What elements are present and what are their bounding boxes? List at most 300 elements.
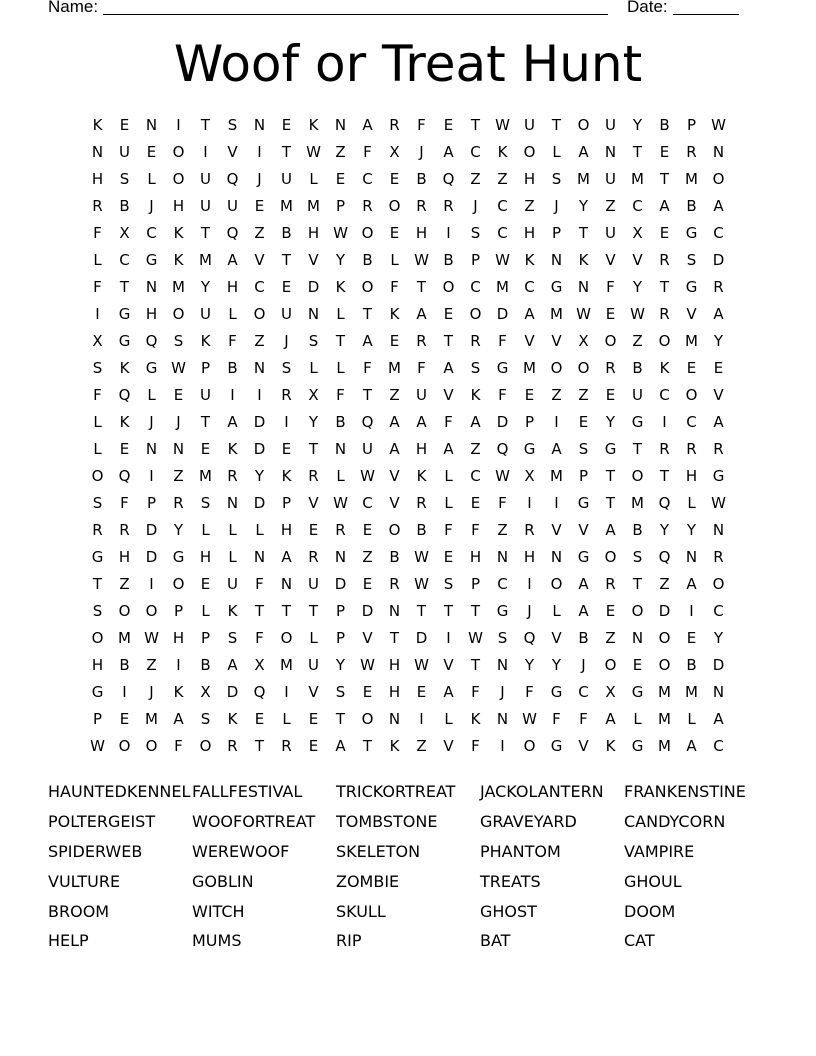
grid-letter[interactable]: H [199, 547, 212, 566]
grid-letter[interactable]: Z [146, 655, 157, 674]
grid-letter[interactable]: T [605, 493, 616, 512]
grid-letter[interactable]: X [605, 682, 616, 701]
grid-letter[interactable]: C [686, 412, 697, 431]
grid-letter[interactable]: K [524, 250, 535, 269]
grid-letter[interactable]: A [416, 412, 427, 431]
grid-letter[interactable]: Z [173, 466, 184, 485]
grid-letter[interactable]: H [91, 169, 104, 188]
grid-letter[interactable]: E [200, 439, 211, 458]
grid-letter[interactable]: U [605, 115, 616, 134]
grid-letter[interactable]: A [686, 574, 697, 593]
grid-letter[interactable]: D [712, 250, 725, 269]
grid-letter[interactable]: D [253, 412, 266, 431]
grid-letter[interactable]: N [307, 304, 320, 323]
grid-letter[interactable]: W [711, 493, 726, 512]
grid-letter[interactable]: R [686, 142, 697, 161]
grid-letter[interactable]: R [335, 520, 346, 539]
grid-letter[interactable]: R [713, 439, 724, 458]
grid-letter[interactable]: H [172, 628, 185, 647]
grid-letter[interactable]: O [712, 169, 725, 188]
grid-letter[interactable]: T [92, 574, 103, 593]
grid-letter[interactable]: R [659, 304, 670, 323]
grid-letter[interactable]: C [119, 250, 130, 269]
grid-letter[interactable]: P [173, 601, 184, 620]
grid-letter[interactable]: R [92, 520, 103, 539]
grid-letter[interactable]: G [631, 682, 644, 701]
grid-letter[interactable]: T [605, 466, 616, 485]
grid-letter[interactable]: U [308, 655, 319, 674]
grid-letter[interactable]: A [389, 439, 400, 458]
grid-letter[interactable]: E [605, 304, 616, 323]
grid-letter[interactable]: S [551, 169, 562, 188]
grid-letter[interactable]: U [281, 169, 292, 188]
grid-letter[interactable]: C [632, 196, 643, 215]
grid-letter[interactable]: P [470, 250, 481, 269]
grid-letter[interactable]: T [443, 601, 454, 620]
grid-letter[interactable]: P [551, 223, 562, 242]
grid-letter[interactable]: T [470, 115, 481, 134]
grid-letter[interactable]: V [362, 628, 373, 647]
grid-letter[interactable]: Q [226, 169, 239, 188]
grid-letter[interactable]: K [227, 439, 238, 458]
grid-letter[interactable]: U [227, 196, 238, 215]
grid-letter[interactable]: T [281, 250, 292, 269]
grid-letter[interactable]: R [119, 520, 130, 539]
grid-letter[interactable]: K [389, 304, 400, 323]
grid-letter[interactable]: C [713, 736, 724, 755]
grid-letter[interactable]: P [470, 574, 481, 593]
grid-letter[interactable]: O [172, 574, 185, 593]
grid-letter[interactable]: G [604, 439, 617, 458]
grid-letter[interactable]: M [685, 682, 698, 701]
grid-letter[interactable]: A [173, 709, 184, 728]
grid-letter[interactable]: N [145, 277, 158, 296]
grid-letter[interactable]: O [550, 574, 563, 593]
grid-letter[interactable]: K [659, 358, 670, 377]
grid-letter[interactable]: D [361, 601, 374, 620]
grid-letter[interactable]: K [605, 736, 616, 755]
grid-letter[interactable]: F [336, 385, 345, 404]
grid-letter[interactable]: Y [713, 628, 724, 647]
grid-letter[interactable]: A [389, 412, 400, 431]
grid-letter[interactable]: X [200, 682, 211, 701]
grid-letter[interactable]: P [335, 601, 346, 620]
grid-letter[interactable]: A [227, 655, 238, 674]
grid-letter[interactable]: I [257, 385, 262, 404]
grid-letter[interactable]: F [174, 736, 183, 755]
grid-letter[interactable]: L [309, 628, 318, 647]
grid-letter[interactable]: Q [442, 169, 455, 188]
grid-letter[interactable]: N [712, 520, 725, 539]
grid-letter[interactable]: F [255, 574, 264, 593]
grid-letter[interactable]: U [416, 385, 427, 404]
grid-letter[interactable]: G [145, 250, 158, 269]
grid-letter[interactable]: E [308, 736, 319, 755]
grid-letter[interactable]: C [254, 277, 265, 296]
grid-letter[interactable]: L [255, 520, 264, 539]
grid-letter[interactable]: W [414, 655, 429, 674]
grid-letter[interactable]: C [713, 223, 724, 242]
grid-letter[interactable]: O [631, 466, 644, 485]
grid-letter[interactable]: O [712, 574, 725, 593]
grid-letter[interactable]: Q [361, 412, 374, 431]
grid-letter[interactable]: N [712, 142, 725, 161]
grid-letter[interactable]: L [201, 520, 210, 539]
grid-letter[interactable]: Y [632, 115, 643, 134]
grid-letter[interactable]: E [443, 115, 454, 134]
grid-letter[interactable]: X [524, 466, 535, 485]
grid-letter[interactable]: L [201, 601, 210, 620]
grid-letter[interactable]: C [470, 277, 481, 296]
grid-letter[interactable]: J [149, 196, 154, 215]
grid-letter[interactable]: N [550, 547, 563, 566]
grid-letter[interactable]: J [149, 682, 154, 701]
grid-letter[interactable]: A [713, 304, 724, 323]
grid-letter[interactable]: U [605, 169, 616, 188]
grid-letter[interactable]: W [495, 250, 510, 269]
grid-letter[interactable]: V [686, 304, 697, 323]
grid-letter[interactable]: Q [253, 682, 266, 701]
grid-letter[interactable]: E [281, 277, 292, 296]
grid-letter[interactable]: D [253, 493, 266, 512]
grid-letter[interactable]: Z [335, 142, 346, 161]
grid-letter[interactable]: C [362, 169, 373, 188]
grid-letter[interactable]: O [91, 628, 104, 647]
grid-letter[interactable]: L [336, 358, 345, 377]
grid-letter[interactable]: E [362, 574, 373, 593]
grid-letter[interactable]: N [550, 250, 563, 269]
grid-letter[interactable]: Z [659, 574, 670, 593]
grid-letter[interactable]: O [658, 331, 671, 350]
grid-letter[interactable]: C [497, 223, 508, 242]
grid-letter[interactable]: I [527, 574, 532, 593]
grid-letter[interactable]: M [280, 655, 293, 674]
grid-letter[interactable]: F [417, 358, 426, 377]
grid-letter[interactable]: O [604, 547, 617, 566]
grid-letter[interactable]: D [658, 601, 671, 620]
grid-letter[interactable]: O [685, 385, 698, 404]
grid-letter[interactable]: V [578, 736, 589, 755]
grid-letter[interactable]: R [524, 520, 535, 539]
grid-letter[interactable]: C [578, 682, 589, 701]
grid-letter[interactable]: W [522, 709, 537, 728]
grid-letter[interactable]: E [578, 412, 589, 431]
grid-letter[interactable]: M [307, 196, 320, 215]
grid-letter[interactable]: X [308, 385, 319, 404]
grid-letter[interactable]: P [524, 412, 535, 431]
grid-letter[interactable]: I [554, 412, 559, 431]
grid-letter[interactable]: E [605, 601, 616, 620]
grid-letter[interactable]: B [200, 655, 211, 674]
grid-letter[interactable]: G [172, 547, 185, 566]
grid-letter[interactable]: K [227, 601, 238, 620]
grid-letter[interactable]: R [308, 466, 319, 485]
grid-letter[interactable]: H [415, 439, 428, 458]
grid-letter[interactable]: L [309, 169, 318, 188]
grid-letter[interactable]: D [712, 655, 725, 674]
grid-letter[interactable]: G [550, 682, 563, 701]
grid-letter[interactable]: H [388, 655, 401, 674]
grid-letter[interactable]: K [173, 250, 184, 269]
grid-letter[interactable]: W [171, 358, 186, 377]
grid-letter[interactable]: A [443, 439, 454, 458]
grid-letter[interactable]: Y [551, 655, 562, 674]
grid-letter[interactable]: E [632, 655, 643, 674]
grid-letter[interactable]: L [336, 466, 345, 485]
grid-letter[interactable]: C [659, 385, 670, 404]
grid-letter[interactable]: F [579, 709, 588, 728]
grid-letter[interactable]: L [228, 547, 237, 566]
grid-letter[interactable]: R [227, 466, 238, 485]
grid-letter[interactable]: S [497, 628, 508, 647]
grid-letter[interactable]: O [91, 466, 104, 485]
grid-letter[interactable]: H [118, 547, 131, 566]
grid-letter[interactable]: R [416, 331, 427, 350]
grid-letter[interactable]: B [578, 628, 589, 647]
grid-letter[interactable]: B [227, 358, 238, 377]
grid-letter[interactable]: I [446, 223, 451, 242]
grid-letter[interactable]: U [281, 304, 292, 323]
grid-letter[interactable]: L [444, 466, 453, 485]
grid-letter[interactable]: P [281, 493, 292, 512]
grid-letter[interactable]: O [118, 601, 131, 620]
grid-letter[interactable]: O [118, 736, 131, 755]
grid-letter[interactable]: T [362, 385, 373, 404]
grid-letter[interactable]: J [284, 331, 289, 350]
grid-letter[interactable]: U [200, 169, 211, 188]
grid-letter[interactable]: W [414, 250, 429, 269]
grid-letter[interactable]: P [92, 709, 103, 728]
grid-letter[interactable]: T [551, 115, 562, 134]
grid-letter[interactable]: L [336, 304, 345, 323]
grid-letter[interactable]: F [93, 385, 102, 404]
date-blank-line[interactable] [673, 14, 739, 15]
grid-letter[interactable]: M [577, 169, 590, 188]
grid-letter[interactable]: Y [659, 520, 670, 539]
grid-letter[interactable]: T [389, 628, 400, 647]
grid-letter[interactable]: A [578, 574, 589, 593]
grid-letter[interactable]: M [388, 358, 401, 377]
grid-letter[interactable]: S [470, 223, 481, 242]
grid-letter[interactable]: M [550, 466, 563, 485]
grid-letter[interactable]: C [470, 466, 481, 485]
grid-letter[interactable]: W [333, 223, 348, 242]
grid-letter[interactable]: Y [335, 250, 346, 269]
grid-letter[interactable]: Y [686, 520, 697, 539]
grid-letter[interactable]: M [658, 736, 671, 755]
grid-letter[interactable]: Q [118, 385, 131, 404]
grid-letter[interactable]: T [659, 277, 670, 296]
grid-letter[interactable]: T [443, 331, 454, 350]
grid-letter[interactable]: L [282, 709, 291, 728]
grid-letter[interactable]: R [281, 385, 292, 404]
grid-letter[interactable]: Y [713, 331, 724, 350]
grid-letter[interactable]: L [444, 493, 453, 512]
grid-letter[interactable]: F [363, 142, 372, 161]
grid-letter[interactable]: V [443, 385, 454, 404]
grid-letter[interactable]: J [176, 412, 181, 431]
grid-letter[interactable]: S [443, 574, 454, 593]
grid-letter[interactable]: D [307, 277, 320, 296]
grid-letter[interactable]: Y [254, 466, 265, 485]
grid-letter[interactable]: K [416, 466, 427, 485]
grid-letter[interactable]: G [91, 682, 104, 701]
grid-letter[interactable]: L [444, 709, 453, 728]
grid-letter[interactable]: Q [496, 439, 509, 458]
grid-letter[interactable]: I [95, 304, 100, 323]
grid-letter[interactable]: I [203, 142, 208, 161]
grid-letter[interactable]: B [389, 547, 400, 566]
grid-letter[interactable]: E [443, 304, 454, 323]
grid-letter[interactable]: B [632, 358, 643, 377]
grid-letter[interactable]: E [254, 709, 265, 728]
grid-letter[interactable]: V [308, 493, 319, 512]
grid-letter[interactable]: U [200, 196, 211, 215]
grid-letter[interactable]: O [658, 628, 671, 647]
grid-letter[interactable]: H [685, 466, 698, 485]
grid-letter[interactable]: Z [254, 223, 265, 242]
grid-letter[interactable]: R [659, 250, 670, 269]
grid-letter[interactable]: S [281, 358, 292, 377]
grid-letter[interactable]: Z [605, 196, 616, 215]
grid-letter[interactable]: T [578, 223, 589, 242]
grid-letter[interactable]: I [500, 736, 505, 755]
grid-letter[interactable]: Z [119, 574, 130, 593]
grid-letter[interactable]: E [443, 547, 454, 566]
grid-letter[interactable]: Y [173, 520, 184, 539]
grid-letter[interactable]: H [145, 304, 158, 323]
grid-letter[interactable]: H [226, 277, 239, 296]
grid-letter[interactable]: K [470, 709, 481, 728]
grid-letter[interactable]: O [523, 736, 536, 755]
grid-letter[interactable]: X [632, 223, 643, 242]
grid-letter[interactable]: G [685, 223, 698, 242]
grid-letter[interactable]: N [334, 115, 347, 134]
grid-letter[interactable]: H [523, 547, 536, 566]
grid-letter[interactable]: A [578, 601, 589, 620]
grid-letter[interactable]: N [631, 628, 644, 647]
grid-letter[interactable]: W [495, 466, 510, 485]
grid-letter[interactable]: H [469, 547, 482, 566]
grid-letter[interactable]: O [199, 736, 212, 755]
grid-letter[interactable]: W [306, 142, 321, 161]
grid-letter[interactable]: Z [362, 547, 373, 566]
grid-letter[interactable]: O [577, 115, 590, 134]
grid-letter[interactable]: F [471, 736, 480, 755]
grid-letter[interactable]: O [550, 358, 563, 377]
grid-letter[interactable]: K [389, 736, 400, 755]
grid-letter[interactable]: R [416, 196, 427, 215]
grid-letter[interactable]: L [147, 385, 156, 404]
grid-letter[interactable]: Y [335, 655, 346, 674]
grid-letter[interactable]: Z [470, 169, 481, 188]
grid-letter[interactable]: O [361, 223, 374, 242]
grid-letter[interactable]: A [470, 412, 481, 431]
grid-letter[interactable]: S [335, 682, 346, 701]
grid-letter[interactable]: E [146, 142, 157, 161]
grid-letter[interactable]: I [662, 412, 667, 431]
grid-letter[interactable]: A [605, 520, 616, 539]
grid-letter[interactable]: K [119, 358, 130, 377]
grid-letter[interactable]: X [254, 655, 265, 674]
grid-letter[interactable]: I [554, 493, 559, 512]
grid-letter[interactable]: J [257, 169, 262, 188]
grid-letter[interactable]: T [416, 601, 427, 620]
grid-letter[interactable]: U [308, 574, 319, 593]
grid-letter[interactable]: M [658, 682, 671, 701]
grid-letter[interactable]: F [444, 412, 453, 431]
grid-letter[interactable]: F [228, 331, 237, 350]
grid-letter[interactable]: H [388, 682, 401, 701]
grid-letter[interactable]: Y [308, 412, 319, 431]
grid-letter[interactable]: R [389, 115, 400, 134]
grid-letter[interactable]: A [281, 547, 292, 566]
grid-letter[interactable]: W [468, 628, 483, 647]
grid-letter[interactable]: I [284, 682, 289, 701]
grid-letter[interactable]: Y [200, 277, 211, 296]
grid-letter[interactable]: R [389, 574, 400, 593]
grid-letter[interactable]: L [228, 520, 237, 539]
grid-letter[interactable]: E [389, 331, 400, 350]
grid-letter[interactable]: A [578, 142, 589, 161]
grid-letter[interactable]: I [446, 628, 451, 647]
grid-letter[interactable]: L [93, 250, 102, 269]
grid-letter[interactable]: K [119, 412, 130, 431]
grid-letter[interactable]: O [145, 736, 158, 755]
grid-letter[interactable]: R [713, 547, 724, 566]
grid-letter[interactable]: C [362, 493, 373, 512]
grid-letter[interactable]: U [200, 304, 211, 323]
grid-letter[interactable]: N [253, 115, 266, 134]
grid-letter[interactable]: V [524, 331, 535, 350]
grid-letter[interactable]: T [119, 277, 130, 296]
grid-letter[interactable]: N [496, 709, 509, 728]
grid-letter[interactable]: J [581, 655, 586, 674]
grid-letter[interactable]: S [92, 358, 103, 377]
grid-letter[interactable]: J [149, 412, 154, 431]
grid-letter[interactable]: V [389, 493, 400, 512]
grid-letter[interactable]: D [334, 574, 347, 593]
grid-letter[interactable]: G [118, 331, 131, 350]
grid-letter[interactable]: Q [658, 493, 671, 512]
grid-letter[interactable]: F [498, 493, 507, 512]
grid-letter[interactable]: T [308, 601, 319, 620]
grid-letter[interactable]: N [253, 547, 266, 566]
grid-letter[interactable]: P [146, 493, 157, 512]
grid-letter[interactable]: J [527, 601, 532, 620]
grid-letter[interactable]: F [255, 628, 264, 647]
grid-letter[interactable]: R [227, 736, 238, 755]
grid-letter[interactable]: N [334, 547, 347, 566]
grid-letter[interactable]: F [471, 520, 480, 539]
grid-letter[interactable]: G [685, 277, 698, 296]
grid-letter[interactable]: L [147, 169, 156, 188]
grid-letter[interactable]: E [362, 682, 373, 701]
grid-letter[interactable]: I [122, 682, 127, 701]
grid-letter[interactable]: S [470, 358, 481, 377]
grid-letter[interactable]: I [419, 709, 424, 728]
grid-letter[interactable]: A [713, 709, 724, 728]
grid-letter[interactable]: T [659, 466, 670, 485]
grid-letter[interactable]: S [119, 169, 130, 188]
grid-letter[interactable]: S [92, 493, 103, 512]
grid-letter[interactable]: T [254, 736, 265, 755]
grid-letter[interactable]: T [632, 574, 643, 593]
grid-letter[interactable]: N [685, 547, 698, 566]
grid-letter[interactable]: N [388, 709, 401, 728]
grid-letter[interactable]: A [443, 358, 454, 377]
grid-letter[interactable]: S [308, 331, 319, 350]
